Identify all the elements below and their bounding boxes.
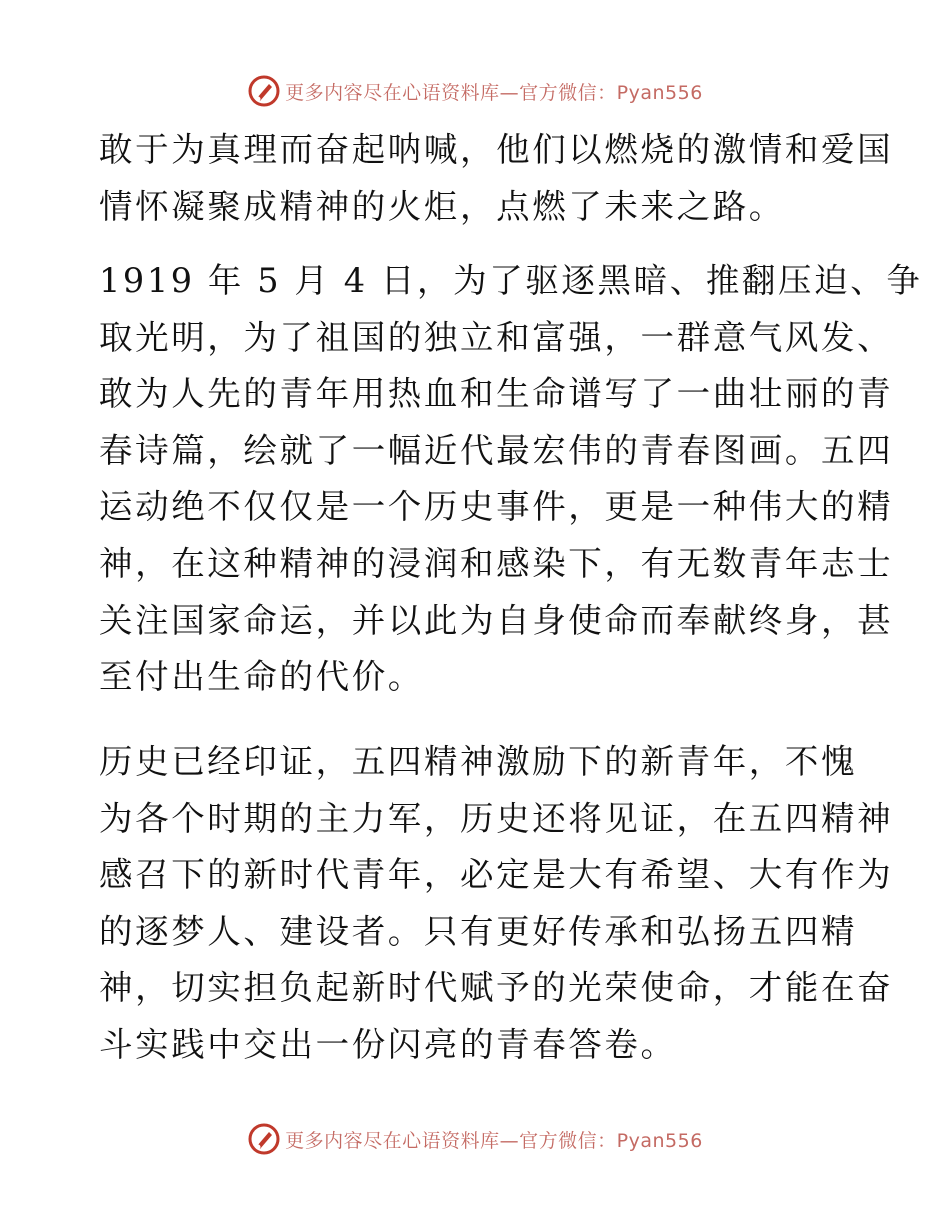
text-line: 神，切实担负起新时代赋予的光荣使命，才能在奋 [99,968,894,1008]
text-line: 感召下的新时代青年，必定是大有希望、大有作为 [99,855,894,895]
pen-seal-icon [247,74,281,108]
paragraph-3 [99,734,894,1074]
text-line: 春诗篇，绘就了一幅近代最宏伟的青春图画。五四 [99,430,894,470]
text-line: 关注国家命运，并以此为自身使命而奉献终身，甚 [99,600,894,640]
footer-watermark-text: 更多内容尽在心语资料库—官方微信：Pyan556 [285,1129,703,1152]
text-line: 运动绝不仅仅是一个历史事件，更是一种伟大的精 [99,487,894,527]
text-line: 历史已经印证，五四精神激励下的新青年，不愧 [99,742,858,781]
text-line: 取光明，为了祖国的独立和富强，一群意气风发、 [99,317,894,357]
header-watermark [0,71,950,111]
text-line: 斗实践中交出一份闪亮的青春答卷。 [99,1024,677,1064]
header-watermark-text: 更多内容尽在心语资料库—官方微信：Pyan556 [285,81,703,104]
footer-watermark [0,1119,950,1159]
text-line: 敢于为真理而奋起呐喊，他们以燃烧的激情和爱国 [99,130,894,169]
paragraph-2 [99,253,923,706]
text-line: 神，在这种精神的浸润和感染下，有无数青年志士 [99,543,894,583]
text-line: 情怀凝聚成精神的火炬，点燃了未来之路。 [99,186,785,226]
paragraph-1 [99,122,894,235]
pen-seal-icon [247,1122,281,1156]
text-line: 至付出生命的代价。 [99,657,424,697]
text-line: 敢为人先的青年用热血和生命谱写了一曲壮丽的青 [99,374,894,414]
text-line: 的逐梦人、建设者。只有更好传承和弘扬五四精 [99,911,858,951]
text-line: 1919 年 5 月 4 日，为了驱逐黑暗、推翻压迫、争 [99,261,923,300]
text-line: 为各个时期的主力军，历史还将见证，在五四精神 [99,798,894,838]
